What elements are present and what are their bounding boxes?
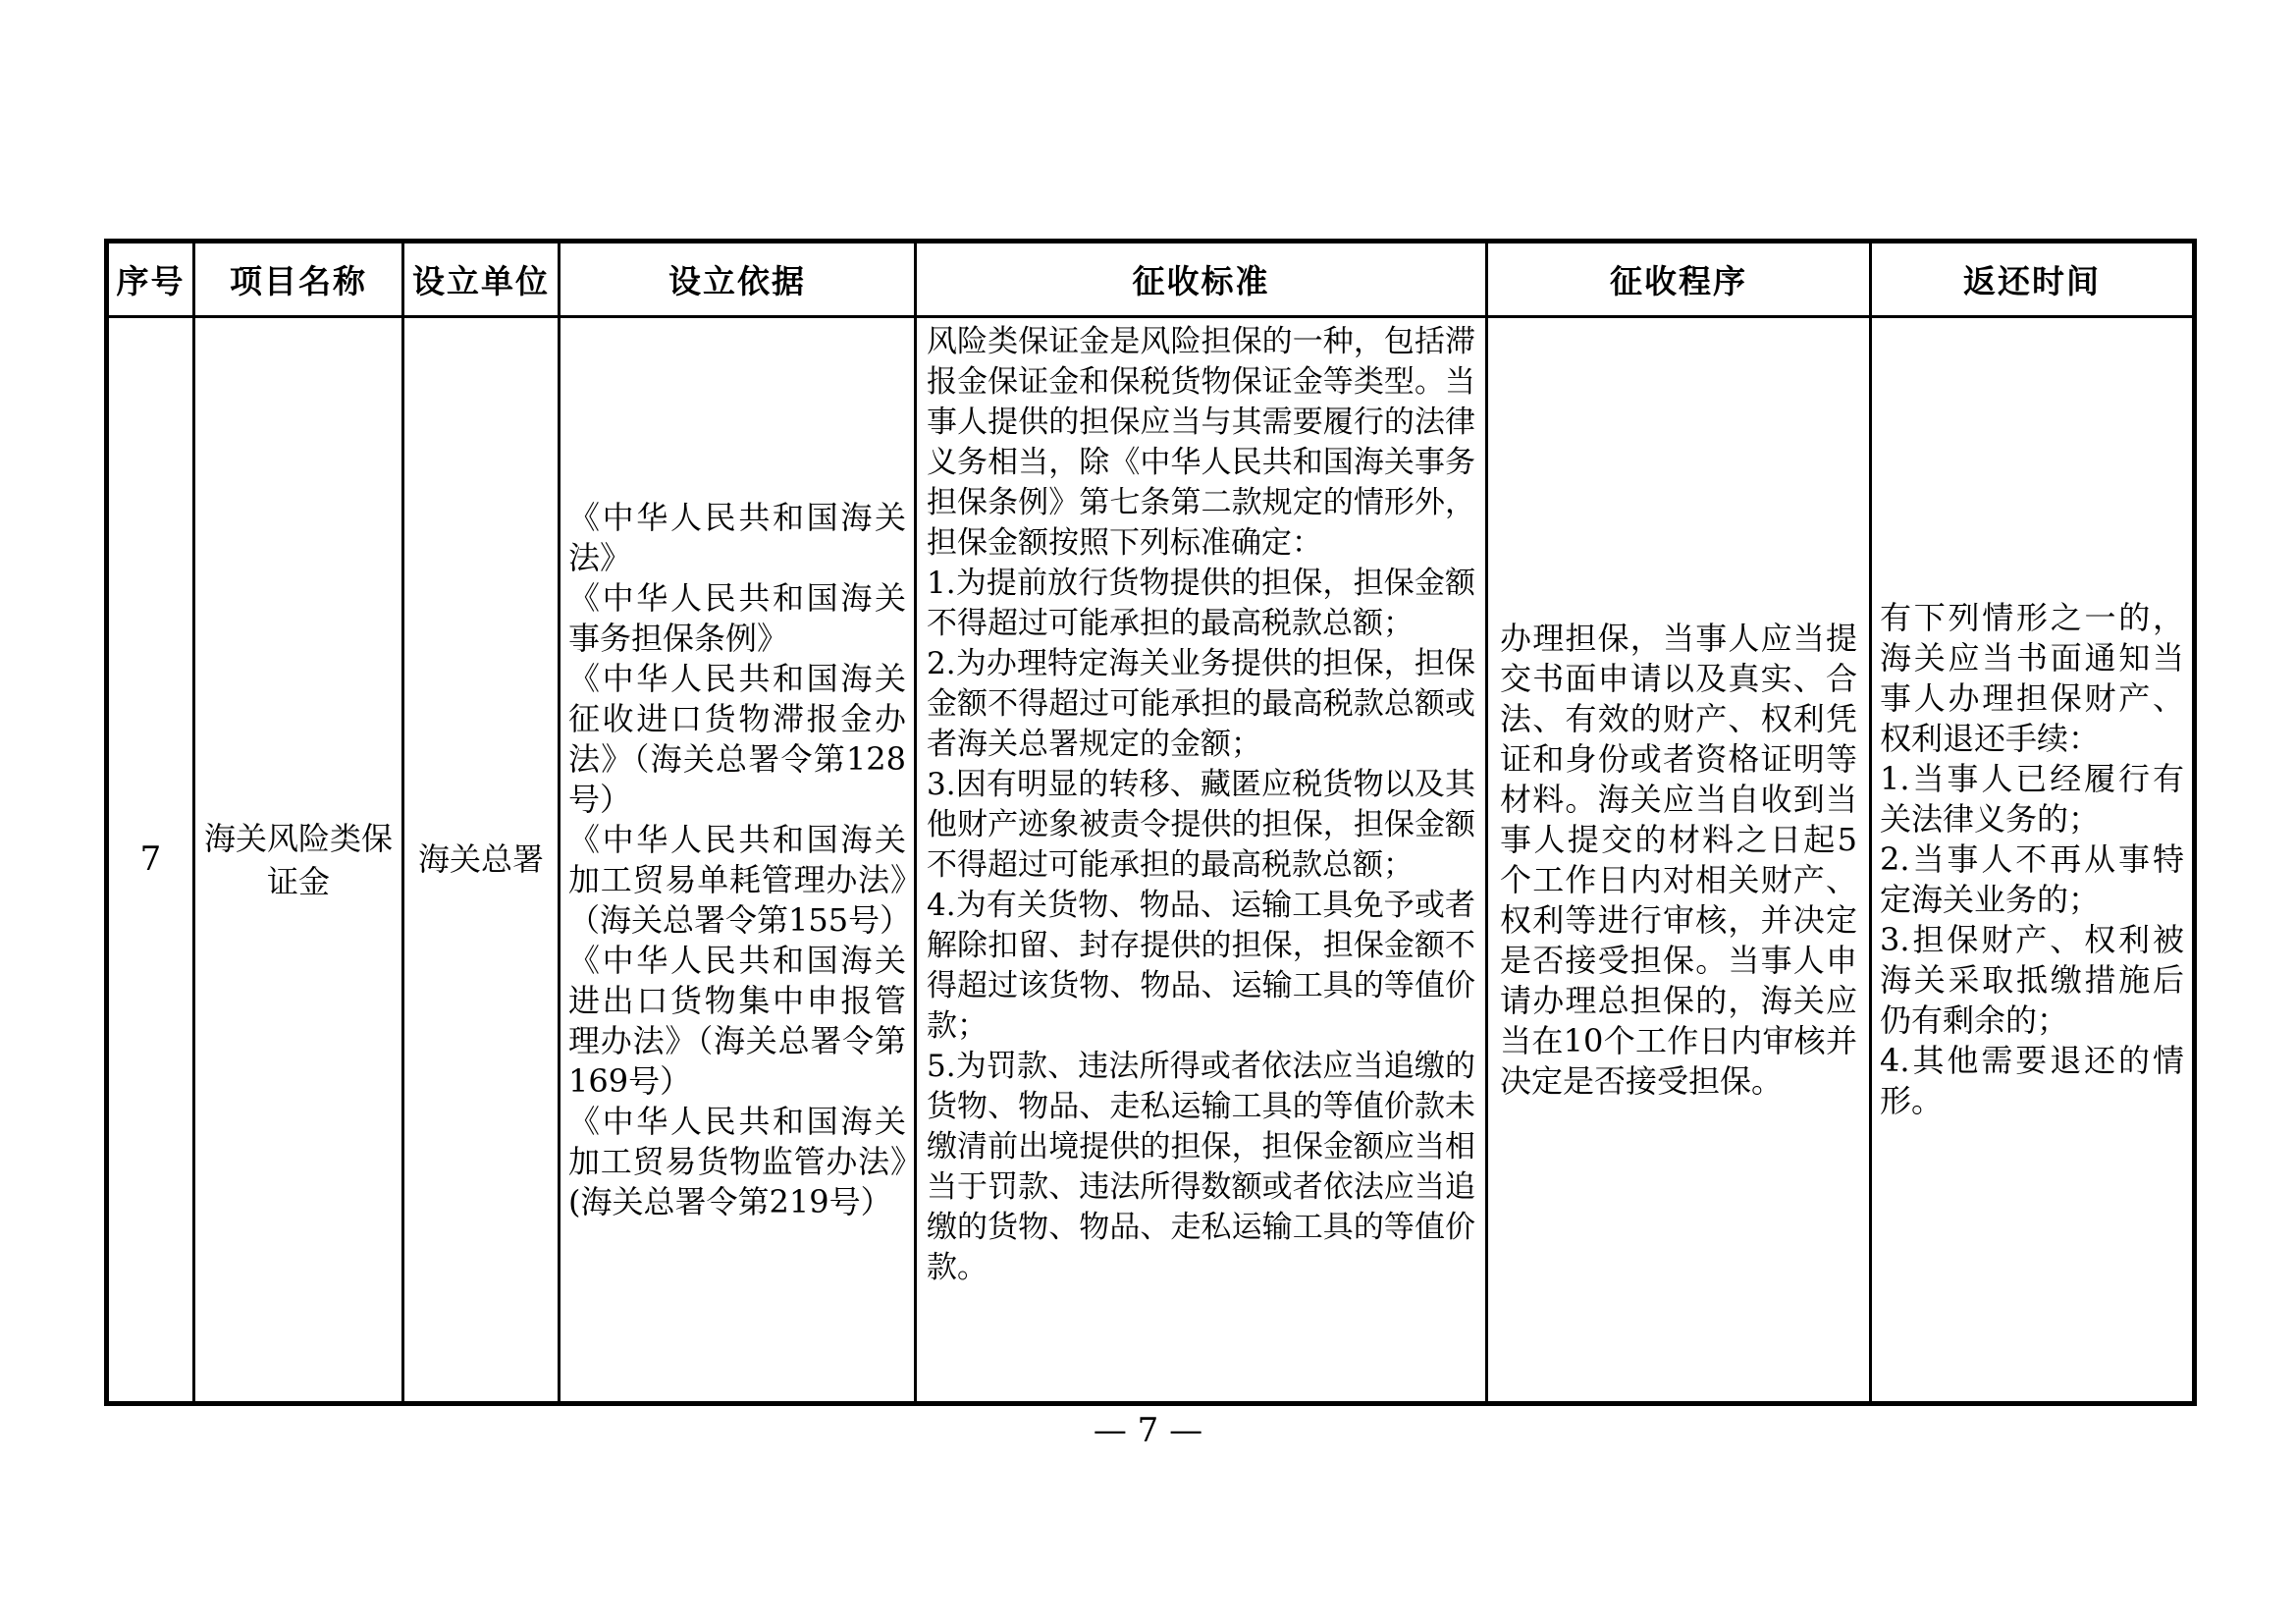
col-header-collection-standard: 征收标准 [916, 242, 1487, 317]
cell-setup-unit: 海关总署 [403, 317, 560, 1404]
procedure-paragraph: 办理担保，当事人应当提交书面申请以及真实、合法、有效的财产、权利凭证和身份或者资格证明等材料。海关应当自收到当事人提交的材料之日起5个工作日内对相关财产、权利等进行审核，并决定是否接受担保。当事人申请办理总担保的，海关应当在10个工作日内审核并决定是否接受担保。 [1500, 619, 1857, 1100]
standard-paragraph: 2.为办理特定海关业务提供的担保，担保金额不得超过可能承担的最高税款总额或者海关总署规定的金额； [927, 646, 1475, 762]
standard-paragraph: 风险类保证金是风险担保的一种，包括滞报金保证金和保税货物保证金等类型。当事人提供的担保应当与其需要履行的法律义务相当，除《中华人民共和国海关事务担保条例》第七条第二款规定的情形外，担保金额按照下列标准确定： [927, 324, 1475, 561]
col-header-refund-time: 返还时间 [1871, 242, 2195, 317]
standard-paragraph: 1.为提前放行货物提供的担保，担保金额不得超过可能承担的最高税款总额； [927, 566, 1475, 641]
refund-item: 2.当事人不再从事特定海关业务的； [1880, 840, 2184, 918]
page-number: — 7 — [1093, 1411, 1203, 1450]
basis-item: 《中华人民共和国海关加工贸易单耗管理办法》（海关总署令第155号） [568, 820, 912, 939]
refund-item: 4.其他需要退还的情形。 [1880, 1042, 2184, 1119]
basis-item: 《中华人民共和国海关加工贸易货物监管办法》(海关总署令第219号） [568, 1102, 906, 1220]
standard-paragraph: 4.为有关货物、物品、运输工具免予或者解除扣留、封存提供的担保，担保金额不得超过该货物、物品、运输工具的等值价款； [927, 888, 1475, 1044]
standard-paragraph: 3.因有明显的转移、藏匿应税货物以及其他财产迹象被责令提供的担保，担保金额不得超过可能承担的最高税款总额； [927, 767, 1475, 883]
standard-paragraph: 5.为罚款、违法所得或者依法应当追缴的货物、物品、走私运输工具的等值价款未缴清前出境提供的担保，担保金额应当相当于罚款、违法所得数额或者依法应当追缴的货物、物品、走私运输工具的等值价款。 [927, 1049, 1475, 1285]
col-header-collection-procedure: 征收程序 [1487, 242, 1871, 317]
refund-item: 1.当事人已经履行有关法律义务的； [1880, 760, 2184, 838]
basis-item: 《中华人民共和国海关法》 [568, 498, 906, 576]
refund-item: 有下列情形之一的，海关应当书面通知当事人办理担保财产、权利退还手续： [1880, 599, 2184, 757]
cell-project-name: 海关风险类保证金 [194, 317, 403, 1404]
fee-items-table [104, 239, 2197, 1406]
cell-setup-basis [560, 317, 916, 1404]
basis-item: 《中华人民共和国海关征收进口货物滞报金办法》（海关总署令第128号） [568, 659, 906, 818]
col-header-setup-unit: 设立单位 [403, 242, 560, 317]
basis-item: 《中华人民共和国海关进出口货物集中申报管理办法》（海关总署令第169号） [568, 941, 906, 1100]
col-header-project-name: 项目名称 [194, 242, 403, 317]
table-row [107, 317, 2195, 1404]
cell-refund-time [1871, 317, 2195, 1404]
col-header-index: 序号 [107, 242, 194, 317]
cell-index: 7 [107, 317, 194, 1404]
cell-collection-procedure [1487, 317, 1871, 1404]
cell-collection-standard [916, 317, 1487, 1404]
col-header-setup-basis: 设立依据 [560, 242, 916, 317]
refund-item: 3.担保财产、权利被海关采取抵缴措施后仍有剩余的； [1880, 921, 2184, 1039]
table-header-row [107, 242, 2195, 317]
basis-item: 《中华人民共和国海关事务担保条例》 [568, 578, 906, 657]
